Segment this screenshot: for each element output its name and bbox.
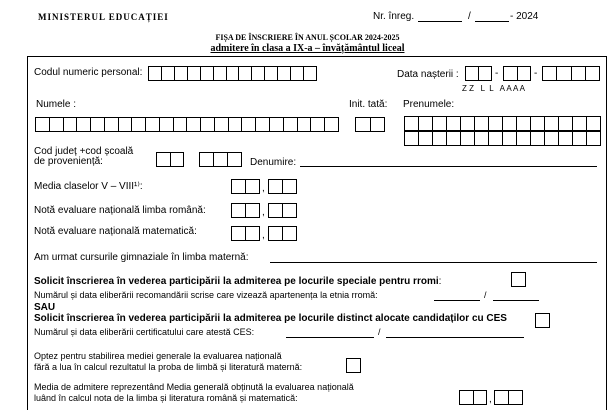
father-initial-input[interactable]: [355, 117, 385, 132]
decimal-comma: ,: [262, 207, 265, 218]
school-name-field[interactable]: [300, 166, 597, 167]
roma-request-label: Solicit înscrierea în vederea participării la admiterea pe locurile speciale pentru rromi:: [34, 276, 442, 287]
cnp-label: Codul numeric personal:: [34, 67, 143, 78]
admission-dec-input[interactable]: [494, 390, 523, 405]
county-code-input[interactable]: [156, 152, 184, 167]
opt-label-line1: Optez pentru stabilirea mediei generale la evaluarea națională: [34, 351, 282, 361]
form-subtitle: admitere în clasa a IX-a – învățământul liceal: [210, 43, 405, 54]
registration-year: - 2024: [510, 11, 539, 22]
ces-slash: /: [378, 327, 381, 337]
registration-separator: /: [468, 11, 471, 22]
mother-courses-field[interactable]: [270, 262, 597, 263]
form-title: FIȘA DE ÎNSCRIERE ÎN ANUL ȘCOLAR 2024-2025: [215, 33, 400, 42]
dob-day-input[interactable]: [465, 66, 492, 81]
decimal-comma: ,: [262, 183, 265, 194]
school-name-label: Denumire:: [250, 157, 297, 168]
roma-checkbox[interactable]: [511, 272, 526, 287]
avg-grades-int-input[interactable]: [231, 179, 260, 194]
eval-ro-label: Notă evaluare națională limba română:: [34, 205, 206, 216]
or-label: SAU: [34, 302, 56, 313]
school-code-label-line2: de proveniență:: [34, 156, 103, 167]
opt-label-line2: fără a lua în calcul rezultatul la proba de limbă și literatură maternă:: [34, 362, 303, 372]
admission-int-input[interactable]: [459, 390, 487, 405]
avg-grades-label: Media claselor V – VIII¹⁾:: [34, 181, 143, 192]
dob-separator: -: [495, 68, 499, 79]
eval-ro-dec-input[interactable]: [268, 203, 297, 218]
ces-detail-label: Numărul și data eliberării certificatului care atestă CES:: [34, 327, 255, 337]
admission-label-line2: luând în calcul nota de la limba și literatura română și matematică:: [34, 393, 298, 403]
dob-separator: -: [534, 68, 538, 79]
last-name-input[interactable]: [35, 117, 339, 132]
roma-number-field[interactable]: [434, 300, 480, 301]
eval-math-int-input[interactable]: [231, 226, 260, 241]
mother-courses-label: Am urmat cursurile gimnaziale în limba maternă:: [34, 252, 249, 263]
roma-date-field[interactable]: [493, 300, 539, 301]
opt-checkbox[interactable]: [346, 358, 361, 373]
ces-request-label: Solicit înscrierea în vederea participării la admiterea pe locurile distinct alocate candidaților cu CES: [34, 313, 507, 324]
dob-year-input[interactable]: [542, 66, 600, 81]
roma-detail-label: Numărul și data eliberării recomandării scrise care vizează apartenența la etnia rromă:: [34, 290, 378, 300]
ces-number-field[interactable]: [286, 337, 374, 338]
registration-date-field[interactable]: [475, 21, 509, 22]
decimal-comma: ,: [489, 394, 492, 405]
cnp-input[interactable]: [148, 66, 317, 81]
school-code-input[interactable]: [199, 152, 242, 167]
registration-number-field[interactable]: [418, 21, 462, 22]
registration-label: Nr. înreg.: [373, 11, 415, 22]
eval-ro-int-input[interactable]: [231, 203, 260, 218]
dob-label: Data nașterii :: [397, 69, 459, 80]
eval-math-label: Notă evaluare națională matematică:: [34, 226, 197, 237]
avg-grades-dec-input[interactable]: [268, 179, 297, 194]
eval-math-dec-input[interactable]: [268, 226, 297, 241]
father-initial-label: Init. tată:: [349, 99, 388, 110]
last-name-label: Numele :: [36, 99, 77, 110]
first-name-label: Prenumele:: [403, 99, 455, 110]
ministry-name: MINISTERUL EDUCAȚIEI: [38, 12, 169, 22]
first-name-input-row2[interactable]: [404, 131, 601, 146]
ces-date-field[interactable]: [386, 337, 524, 338]
dob-hint: Z Z L L A A A A: [462, 84, 526, 93]
dob-month-input[interactable]: [503, 66, 531, 81]
school-code-label-line1: Cod județ +cod școală: [34, 146, 134, 157]
first-name-input-row1[interactable]: [404, 116, 601, 131]
decimal-comma: ,: [262, 230, 265, 241]
roma-slash: /: [484, 290, 487, 300]
ces-checkbox[interactable]: [535, 313, 550, 328]
admission-label-line1: Media de admitere reprezentând Media generală obținută la evaluarea națională: [34, 382, 354, 392]
